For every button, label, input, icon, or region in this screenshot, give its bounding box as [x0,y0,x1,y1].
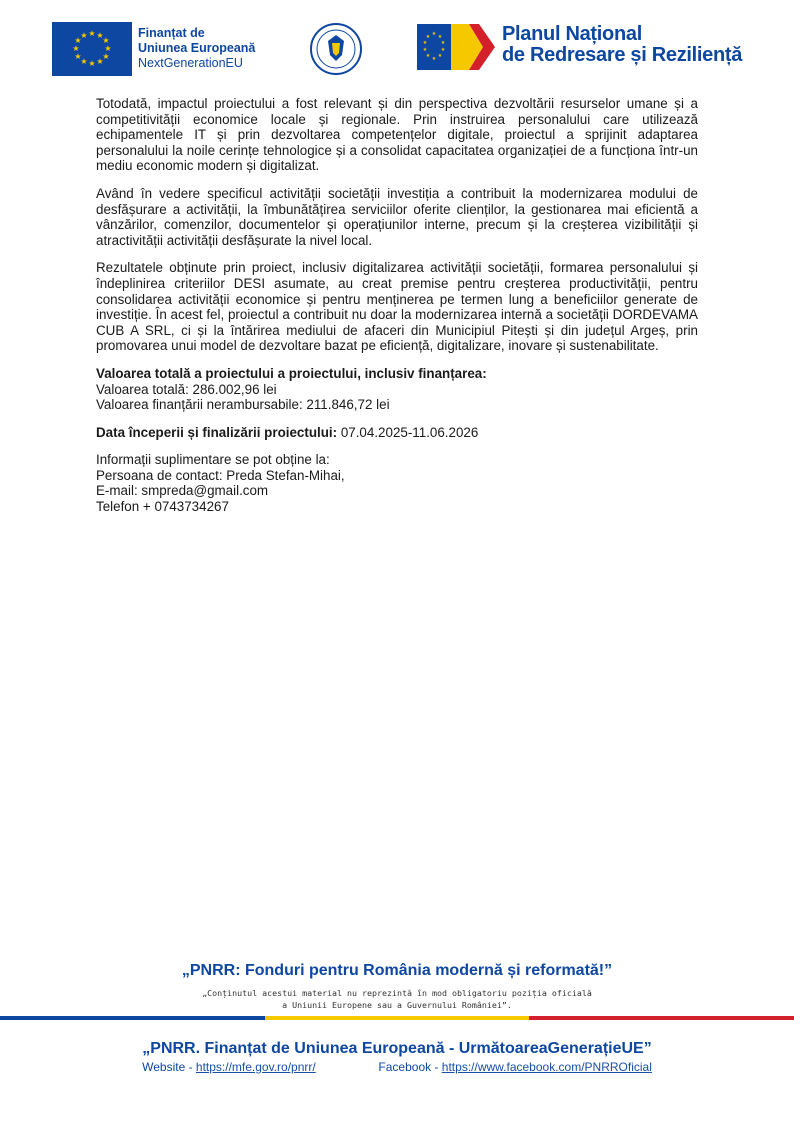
svg-text:★: ★ [102,36,110,45]
eu-line-3: NextGenerationEU [138,56,243,70]
website-link[interactable]: https://mfe.gov.ro/pnrr/ [195,1060,316,1074]
paragraph-activity: Având în vedere specificul activității societății investiția a contribuit la modernizarea modului de desfășurare a activității, la îmbunătățirea serviciilor oferite clienților, la gestionarea mai eficientă a vânzărilor, comenzilor, documentelor și operațiunilor interne, precum și la creșterea vizibilității și atractivității activității desfășurate la nivel local. [96,185,698,248]
disclaimer-line-1: „Conținutul acestui material nu reprezintă în mod obligatoriu poziția oficială [202,988,592,998]
svg-text:★: ★ [431,56,437,62]
svg-text:★: ★ [437,34,443,40]
svg-text:★: ★ [431,31,437,37]
svg-text:★: ★ [425,34,431,40]
svg-text:★: ★ [425,53,431,59]
svg-text:★: ★ [80,57,88,66]
facebook-link[interactable]: https://www.facebook.com/PNRROficial [441,1060,652,1074]
divider-yellow [265,1016,530,1020]
pnrr-title [502,24,742,66]
info-intro: Informații suplimentare se pot obține la: [96,452,330,468]
project-value-total: Valoarea totală: 286.002,96 lei [96,381,277,397]
pnrr-line-2: de Redresare și Reziliență [502,44,743,66]
divider-red [529,1016,794,1020]
project-dates [96,425,698,441]
facebook-label: Facebook - [378,1060,442,1074]
project-value-section [96,366,698,413]
project-value-heading: Valoarea totală a proiectului a proiectului, inclusiv finanțarea: [96,365,487,381]
paragraph-results: Rezultatele obținute prin proiect, inclusiv digitalizarea activității societății, formarea personalului și îndeplinirea criteriilor DESI asumate, au creat premise pentru creșterea productivității, pentru consolidarea activității economice și pentru menținerea pe termen lung a beneficiilor generate de investiție. În acest fel, proiectul a contribuit nu doar la modernizarea internă a societății DORDEVAMA CUB A SRL, ci și la întărirea mediului de afaceri din Municipiul Pitești și din județul Argeș, prin promovarea unui model de dezvoltare bazat pe eficiență, digitalizare, inovare și sustenabilitate. [96,260,698,354]
paragraph-impact: Totodată, impactul proiectului a fost relevant și din perspectiva dezvoltării resurselor umane și a competitivității economice locale și regionale. Prin instruirea personalului care utilizează echipamentele IT și prin dezvoltarea competențelor digitale, proiectul a sprijinit adaptarea personalului la noile cerințe tehnologice și a consolidat capacitatea organizației de a funcționa într-un mediu economic modern și digitalizat. [96,96,698,174]
svg-text:★: ★ [96,31,104,40]
divider-blue [0,1016,265,1020]
tricolor-divider [0,1016,794,1020]
svg-text:★: ★ [74,36,82,45]
project-dates-label: Data începerii și finalizării proiectului: [96,424,338,440]
pnrr-logo-icon [417,24,497,70]
svg-text:★: ★ [440,47,446,53]
website-label: Website - [142,1060,196,1074]
footer-slogan-block [0,962,794,1011]
svg-text:★: ★ [88,59,96,68]
contact-phone: Telefon + 0743734267 [96,499,229,515]
eu-line-2: Uniunea Europeană [138,41,256,55]
svg-text:★: ★ [437,53,443,59]
svg-text:★: ★ [80,31,88,40]
svg-text:★: ★ [88,29,96,38]
eu-funding-label [138,26,255,71]
header [0,18,794,80]
pnrr-slogan: „PNRR: Fonduri pentru România modernă și reformată!” [181,962,613,979]
eu-line-1: Finanțat de [138,26,205,40]
svg-text:★: ★ [102,52,110,61]
contact-person: Persoana de contact: Preda Stefan-Mihai, [96,467,345,483]
svg-text:★: ★ [72,44,80,53]
svg-text:★: ★ [422,47,428,53]
disclaimer-line-2: a Uniunii Europene sau a Guvernului României”. [282,1000,512,1010]
svg-text:★: ★ [96,57,104,66]
project-value-grant: Valoarea finanțării nerambursabile: 211.846,72 lei [96,397,390,413]
document-body [96,96,698,527]
romanian-government-seal-icon [309,22,363,76]
contact-email: E-mail: smpreda@gmail.com [96,483,269,499]
eu-funding-slogan: „PNRR. Finanțat de Uniunea Europeană - UrmătoareaGenerațieUE” [142,1040,652,1057]
contact-info-section [96,452,698,514]
svg-text:★: ★ [104,44,112,53]
disclaimer [0,987,794,1011]
project-dates-value: 07.04.2025-11.06.2026 [337,424,479,440]
svg-text:★: ★ [440,40,446,46]
svg-text:★: ★ [74,52,82,61]
footer-links [0,1060,794,1074]
footer-links-block [0,1040,794,1074]
svg-text:★: ★ [422,40,428,46]
pnrr-line-1: Planul Național [502,23,642,45]
eu-flag-logo [52,22,132,76]
